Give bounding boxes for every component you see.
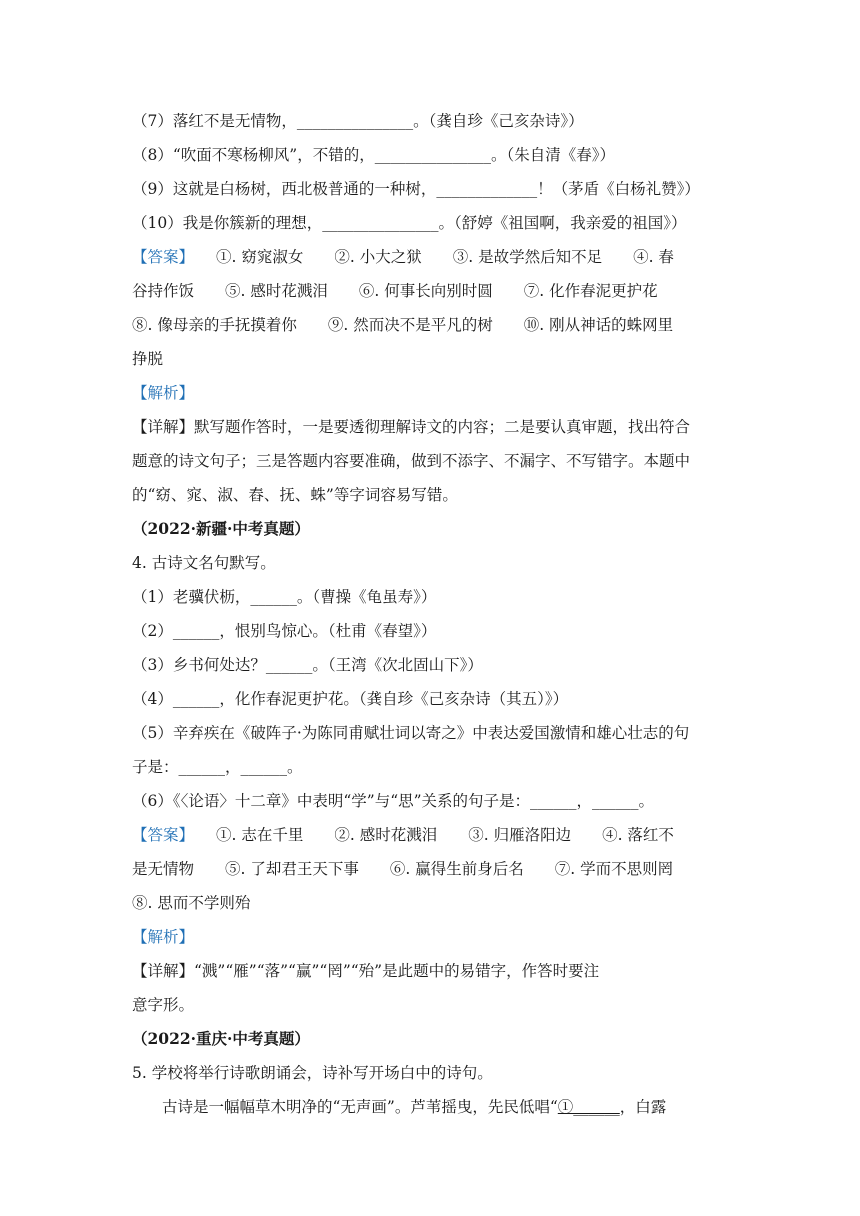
q3-detail-line-1: 【详解】默写题作答时，一是要透彻理解诗文的内容；二是要认真审题，找出符合: [132, 418, 691, 436]
q4-answer-line-1: [132, 818, 732, 852]
answer-tag: 【答案】: [132, 248, 195, 266]
q4-line-3: （3）乡书何处达？______。（王湾《次北固山下》）: [132, 656, 483, 674]
q5-paragraph-end: ，白露: [619, 1098, 667, 1116]
q4-line-6: （6）《〈论语〉十二章》中表明“学”与“思”关系的句子是：______，______。: [132, 792, 655, 810]
q3-answer-line-4: 挣脱: [132, 350, 164, 368]
q3-detail-line-2: 题意的诗文句子；三是答题内容要准确，做到不添字、不漏字、不写错字。本题中: [132, 452, 691, 470]
analysis-tag: 【解析】: [132, 384, 195, 402]
q4-line-5-cont: 子是：______，______。: [132, 758, 303, 776]
answer-tag: 【答案】: [132, 826, 195, 844]
q5-paragraph-line: [162, 1090, 732, 1124]
q3-line-7: （7）落红不是无情物，_______________。（龚自珍《己亥杂诗》）: [132, 112, 584, 130]
q3-detail-line-3: 的“窈、窕、淑、舂、抚、蛛”等字词容易写错。: [132, 486, 458, 504]
q4-line-5: （5）辛弃疾在《破阵子·为陈同甫赋壮词以寄之》中表达爱国激情和雄心壮志的句: [132, 724, 690, 742]
q4-detail-line-2: 意字形。: [132, 996, 195, 1014]
q4-line-4: （4）______，化作春泥更护花。（龚自珍《己亥杂诗（其五）》）: [132, 690, 569, 708]
q4-detail-line-1: 【详解】“溅”“雁”“落”“赢”“罔”“殆”是此题中的易错字，作答时要注: [132, 962, 600, 980]
q5-blank-1: ①______: [557, 1098, 620, 1116]
q5-source: （2022·重庆·中考真题）: [132, 1029, 310, 1048]
q4-answer-line-3: ⑧. 思而不学则殆: [132, 894, 251, 912]
q4-answer-line-2: 是无情物 ⑤. 了却君王天下事 ⑥. 赢得生前身后名 ⑦. 学而不思则罔: [132, 860, 674, 878]
q4-line-1: （1）老骥伏枥，______。（曹操《龟虽寿》）: [132, 588, 437, 606]
q3-line-9: （9）这就是白杨树，西北极普通的一种树，_____________！（茅盾《白杨礼赞》）: [132, 180, 700, 198]
q3-answer-line-3: ⑧. 像母亲的手抚摸着你 ⑨. 然而决不是平凡的树 ⑩. 刚从神话的蛛网里: [132, 316, 674, 334]
q4-title: 4. 古诗文名句默写。: [132, 554, 276, 572]
q4-line-2: （2）______，恨别鸟惊心。（杜甫《春望》）: [132, 622, 437, 640]
q4-answer-text: ①. 志在千里 ②. 感时花溅泪 ③. 归雁洛阳边 ④. 落红不: [216, 826, 674, 844]
q5-title: 5. 学校将举行诗歌朗诵会，诗补写开场白中的诗句。: [132, 1064, 493, 1082]
q5-paragraph-start: 古诗是一幅幅草木明净的“无声画”。芦苇摇曳，先民低唱“: [162, 1098, 558, 1116]
analysis-tag: 【解析】: [132, 928, 195, 946]
q4-source: （2022·新疆·中考真题）: [132, 519, 310, 538]
q3-line-10: （10）我是你簇新的理想，_______________。（舒婷《祖国啊，我亲爱的祖国》）: [132, 214, 687, 232]
q3-answer-line-2: 谷持作饭 ⑤. 感时花溅泪 ⑥. 何事长向别时圆 ⑦. 化作春泥更护花: [132, 282, 658, 300]
q3-answer-line-1: [132, 240, 732, 274]
q3-answer-text: ①. 窈窕淑女 ②. 小大之狱 ③. 是故学然后知不足 ④. 春: [216, 248, 674, 266]
q3-line-8: （8）“吹面不寒杨柳风”，不错的，_______________。（朱自清《春》）: [132, 146, 615, 164]
